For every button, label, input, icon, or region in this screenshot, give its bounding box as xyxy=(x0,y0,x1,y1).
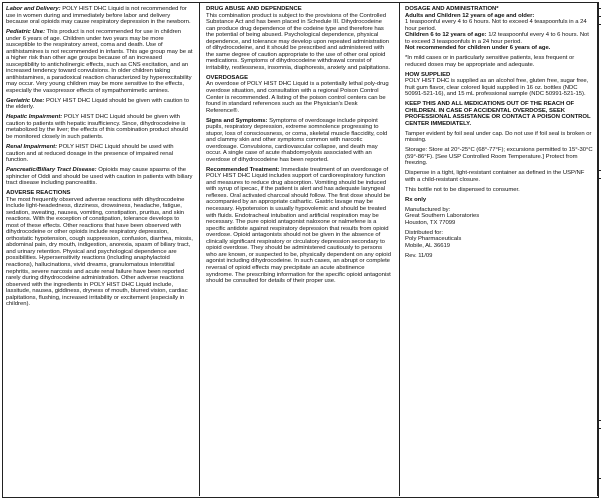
dosage-footnote: *In mild cases or in particularly sensitive patients, less frequent or reduced doses may be appropriate and adequate. xyxy=(405,55,575,68)
pancreatic-biliary-section: Pancreatic/Biliary Tract Disease: Opioids may cause spasms of the sphincter of Oddi and should be used with caution in patients with biliary tract disease including pancreatitis. xyxy=(6,166,193,187)
distributor-block: Distributed for: Poly Pharmaceuticals Mobile, AL 36619 xyxy=(405,229,462,249)
hepatic-impairment-section: Hepatic Impairment: POLY HIST DHC Liquid should be given with caution to patients with hepatic insufficiency. Since, dihydrocodeine is metabolized by the liver; the effects of this combination product should be monitored closely in such patients. xyxy=(6,114,188,141)
dosage-heading: DOSAGE AND ADMINISTRATION* xyxy=(405,6,499,12)
pediatric-use-section: Pediatric Use: This product is not recommended for use in children under 6 years of age. Children under two years may be more susceptible to the respiratory arrest, coma and death. Use of antihistamines is not recommended in infants. This age group may be at a higher risk than other age groups because of an increased susceptibility to anticholinergic effects, such as CNS excitation, and an increased tendency toward convulsions. In older children taking antihistamines, a paradoxical reaction characterized by hyperexcitability may occur. Very young children may be more sensitive to the effects, especially the vasopressor effects of sympathomimetic amines. xyxy=(6,29,193,94)
dosage-section: DOSAGE AND ADMINISTRATION* Adults and Children 12 years of age and older: 1 teaspoonful every 4 to 6 hours. Not to exceed 4 teaspoonfuls in a 24 hour period. Children 6 to 12 years of age: 1/2 teaspoonful every 4 to 6 hours. Not to exceed 3 teaspoonfuls in a 24 hour period. Not recommended for children under 6 years of age. xyxy=(405,6,593,52)
revision-date: Rev. 11/09 xyxy=(405,252,433,259)
adverse-reactions-heading: ADVERSE REACTIONS xyxy=(6,190,71,197)
dispense-note: Dispense in a tight, light-resistant container as defined in the USP/NF with a child-resistant closure. xyxy=(405,170,585,183)
column-1 xyxy=(6,6,193,494)
storage-note: Storage: Store at 20°-25°C (68°-77°F); excursions permitted to 15°-30°C (59°-86°F). [See USP Controlled Room Temperature.] Protect from freezing. xyxy=(405,147,593,167)
geriatric-use-section: Geriatric Use: POLY HIST DHC Liquid should be given with caution to the elderly. xyxy=(6,97,190,111)
right-edge-strip xyxy=(597,2,601,496)
how-supplied-section: HOW SUPPLIED POLY HIST DHC is supplied as an alcohol free, gluten free, sugar free, fruit gum flavor, clear colored liquid supplied in 16 oz. bottles (NDC 50991-521-16), and 15 mL professional sample (NDC 50991-521-15). xyxy=(405,72,593,98)
keep-out-of-reach-warning: KEEP THIS AND ALL MEDICATIONS OUT OF THE REACH OF CHILDREN. IN CASE OF ACCIDENTAL OVERDOSE, SEEK PROFESSIONAL ASSISTANCE OR CONTACT A POISON CONTROL CENTER IMMEDIATELY. xyxy=(405,101,591,127)
how-supplied-heading: HOW SUPPLIED xyxy=(405,71,451,78)
rx-only: Rx only xyxy=(405,196,427,203)
overdosage-heading: OVERDOSAGE xyxy=(206,74,249,81)
drug-abuse-section: DRUG ABUSE AND DEPENDENCE This combination product is subject to the provisions of the Controlled Substance Act and has been placed in Schedule III. Dihydrocodeine can produce drug dependence of the codeine type and therefore has the potential of being abused. Psychological dependence, physical dependence, and tolerance may develop upon repeated administration of dihydrocodeine, and it should be prescribed and administered with the same degree of caution appropriate to the use of other oral opioid medications. Symptoms of dihydrocodeine withdrawal consist of irritability, restlessness, insomnia, diaphoresis, anxiety and palpitations. xyxy=(206,6,391,71)
manufacturer-block: Manufactured by: Great Southern Laboratories Houston, TX 77099 xyxy=(405,206,480,226)
overdosage-section: OVERDOSAGE An overdose of POLY HIST DHC Liquid is a potentially lethal poly-drug overdose situation, and consultation with a regional Poison Control Center is recommended. A listing of the poison control centers can be found in standard references such as the Physician's Desk Reference®. xyxy=(206,75,392,114)
renal-impairment-section: Renal Impairment: POLY HIST DHC Liquid should be used with caution and at reduced dosage in the presence of impaired renal function. xyxy=(6,143,174,164)
adverse-reactions-section: ADVERSE REACTIONS The most frequently observed adverse reactions with dihydrocodeine include light-headedness, dizziness, drowsiness, headache, fatigue, sedation, sweating, nausea, vomiting, constipation, pruritus, and skin reactions. With the exception of constipation, tolerance develops to most of these effects. Other reactions that have been observed with dihydrocodeine or other opioids include respiratory depression, orthostatic hypotension, cough suppression, confusion, diarrhea, miosis, abdominal pain, dry mouth, indigestion, anorexia, spasm of biliary tract, and urinary retention. Physical and psychological dependence are possibilities. Hypersensitivity reactions (including anaphylactoid reactions), hallucinations, vivid dreams, granulomatous interstitial nephritis, severe narcosis and acute renal failure have been reported rarely during dihydrocodeine administration. Other adverse reactions observed with the ingredients in POLY HIST DHC Liquid include, lassitude, nausea, giddiness, dryness of mouth, blurred vision, cardiac palpitations, flushing, increased irritability or excitement (especially in children). xyxy=(6,190,193,308)
drug-abuse-heading: DRUG ABUSE AND DEPENDENCE xyxy=(206,6,302,12)
column-2 xyxy=(206,6,392,494)
recommended-treatment-section: Recommended Treatment: Immediate treatment of an overdosage of POLY HIST DHC Liquid includes support of cardiorespiratory function and measures to reduce drug absorption. Vomiting should be induced with syrup of ipecac, if the patient is alert and has adequate laryngeal reflexes. Oral activated charcoal should follow. The first dose should be accompanied by an appropriate cathartic. Gastric lavage may be necessary. Hypotension is usually hypovolemic and should be treated with fluids. Endotracheal intubation and artificial respiration may be necessary. The pure opioid antagonist naloxone or nalmefene is a specific antidote against respiratory depression that results from opioid overdose. Opioid antagonists should not be given in the absence of clinically significant respiratory or circulatory depression secondary to opioid overdose. They should be administered cautiously to persons who are known, or suspected to be, physically dependent on any opioid agonist including dihydrocodeine. In such cases, an abrupt or complete reversal of opioid effects may precipitate an acute abstinence syndrome. The prescribing information for the specific opioid antagonist should be consulted for details of their proper use. xyxy=(206,166,391,285)
column-divider xyxy=(399,2,400,496)
not-dispensed-note: This bottle not to be dispensed to consumer. xyxy=(405,186,520,193)
labor-delivery-section: Labor and Delivery: POLY HIST DHC Liquid is not recommended for use in women during and immediately before labor and delivery because oral opioids may cause respiratory depression in the newborn. xyxy=(6,6,191,26)
tamper-evident-note: Tamper evident by foil seal under cap. Do not use if foil seal is broken or missing. xyxy=(405,130,592,144)
column-3 xyxy=(405,6,593,494)
signs-symptoms-section: Signs and Symptoms: Symptoms of overdosage include pinpoint pupils, respiratory depression, extreme somnolence progressing to stupor, loss of consciousness, or coma, skeletal muscle flaccidity, cold and clammy skin and other symptoms common with narcotic overdosage. Convulsions, cardiovascular collapse, and death may occur. A single case of acute rhabdomyolysis associated with an overdose of dihydrocodeine has been reported. xyxy=(206,117,388,163)
column-divider xyxy=(199,2,200,496)
